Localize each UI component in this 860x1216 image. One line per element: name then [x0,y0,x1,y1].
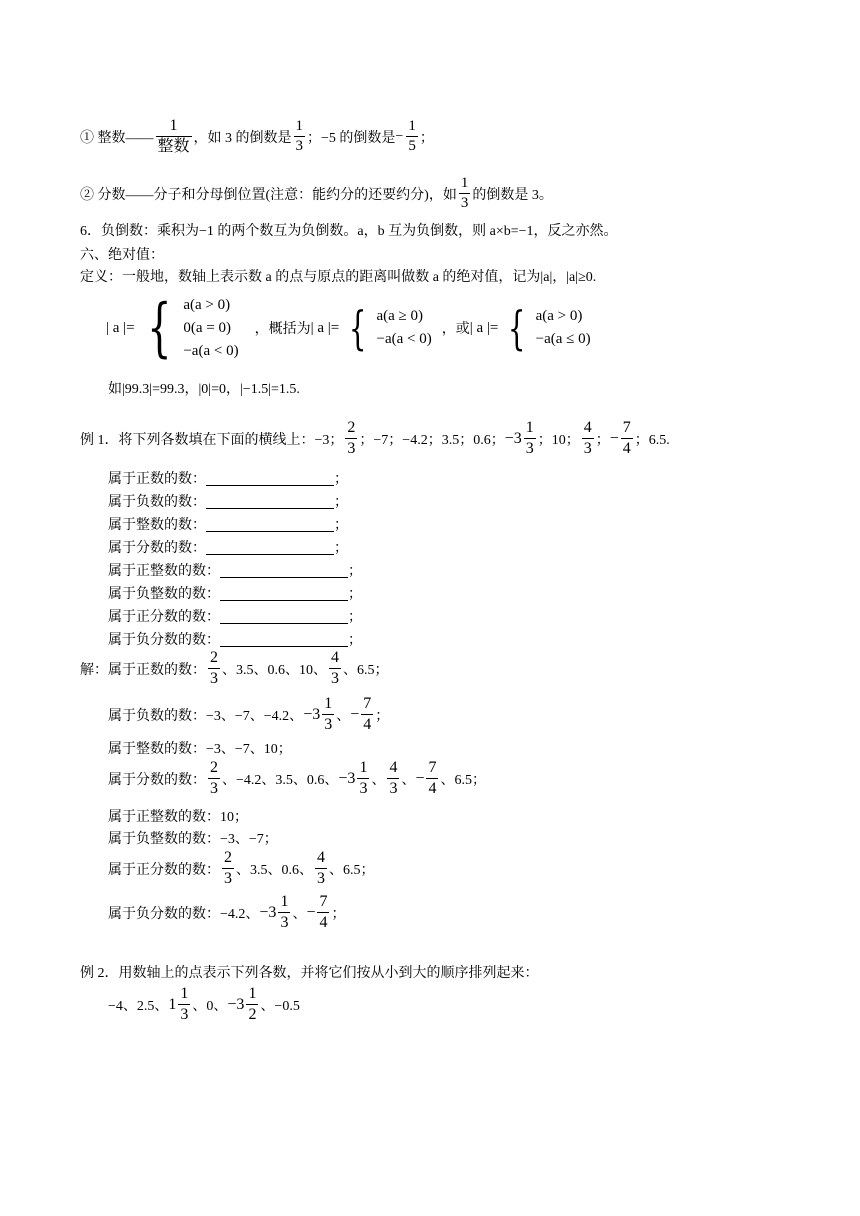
blank-line: 属于正整数的数： ； [108,564,362,579]
piecewise-two-cases: a(a ≥ 0) −a(a < 0) [376,308,432,347]
blank-line: 属于整数的数： ； [108,518,348,533]
answer-blank[interactable] [206,471,334,486]
example-1-prompt: 例 1．将下列各数填在下面的横线上：−3； $\frac{2}{3}$ ；−7；−4.2；3.5；0.6； −3 $\frac{1}{3}$ ；10； $\frac{4}{3}$ ； − $\frac{7}{4}$ ；6.5. [80,419,670,457]
blank-line: 属于负分数的数： ； [108,633,362,648]
absolute-value-heading: 六、绝对值： [80,248,164,263]
solution-line-4: 属于分数的数： $\frac{2}{3}$ 、−4.2、3.5、0.6、 −3 $\frac{1}{3}$ 、 $\frac{4}{3}$ 、 − $\frac{7}{4}$ 、6.5； [108,759,486,797]
example-2-numbers: −4、2.5、 1 $\frac{1}{3}$ 、0、 −3 $\frac{1}{2}$ 、−0.5 [108,985,300,1023]
reciprocal-item-1: ① 整数—— $\frac{1}{\text{整数}}$ ，如 3 的倒数是 $\frac{1}{3}$ ；−5 的倒数是 − $\frac{1}{5}$ ； [80,117,434,155]
absolute-value-formula: | a |= { a(a > 0) 0(a = 0) −a(a < 0) ，概括为 | a |= { a(a ≥ 0) −a(a < 0) ，或 | a |= { a(a > 0) −a(a ≤ 0) [106,291,591,365]
example-2-prompt: 例 2．用数轴上的点表示下列各数，并将它们按从小到大的顺序排列起来： [80,966,539,981]
left-brace-icon: { [508,301,526,355]
blank-line: 属于正分数的数： ； [108,610,362,625]
fraction-one-third: $\frac{1}{3}$ [295,118,304,154]
solution-line-5: 属于正整数的数：10； [108,810,248,825]
answer-blank[interactable] [220,586,348,601]
answer-blank[interactable] [220,632,348,647]
reciprocal-item-2: ② 分数——分子和分母倒位置(注意：能约分的还要约分)，如 $\frac{1}{3}$ 的倒数是 3。 [80,175,553,211]
fraction-one-third: $\frac{1}{3}$ [460,175,469,211]
left-brace-icon: { [349,301,367,355]
fraction-one-over-integer: $\frac{1}{\text{整数}}$ [157,117,190,155]
blank-line: 属于负数的数： ； [108,495,348,510]
solution-line-2: 属于负数的数：−3、−7、−4.2、 −3 $\frac{1}{3}$ 、 − $\frac{7}{4}$ ； [108,695,390,733]
blank-line: 属于分数的数： ； [108,541,348,556]
fraction-one-fifth: $\frac{1}{5}$ [408,118,416,154]
solution-line-8: 属于负分数的数：−4.2、 −3 $\frac{1}{3}$ 、 − $\frac{7}{4}$ ； [108,893,346,931]
piecewise-three-cases: a(a > 0) 0(a = 0) −a(a < 0) [183,296,239,359]
absolute-value-example: 如|99.3|=99.3，|0|=0，|−1.5|=1.5. [108,382,300,397]
answer-blank[interactable] [220,609,348,624]
solution-line-6: 属于负整数的数：−3、−7； [108,832,278,847]
blank-line: 属于正数的数： ； [108,472,348,487]
solution-line-1: 解： 属于正数的数： $\frac{2}{3}$ 、3.5、0.6、10、 $\frac{4}{3}$ 、6.5； [80,649,389,687]
blank-line: 属于负整数的数： ； [108,587,362,602]
left-brace-icon: { [146,291,172,365]
reciprocal-item1-prefix: ① 整数—— [80,130,154,146]
answer-blank[interactable] [220,563,348,578]
answer-blank[interactable] [206,540,334,555]
piecewise-two-cases-alt: a(a > 0) −a(a ≤ 0) [535,308,591,347]
solution-line-3: 属于整数的数：−3、−7、10； [108,742,292,757]
absolute-value-definition: 定义：一般地，数轴上表示数 a 的点与原点的距离叫做数 a 的绝对值，记为|a|，|a|≥0. [80,270,597,285]
negative-reciprocal-definition: 6．负倒数：乘积为−1 的两个数互为负倒数。a，b 互为负倒数，则 a×b=−1，反之亦然。 [80,224,618,239]
answer-blank[interactable] [206,517,334,532]
solution-line-7: 属于正分数的数： $\frac{2}{3}$ 、3.5、0.6、 $\frac{4}{3}$ 、6.5； [108,849,375,887]
answer-blank[interactable] [206,494,334,509]
